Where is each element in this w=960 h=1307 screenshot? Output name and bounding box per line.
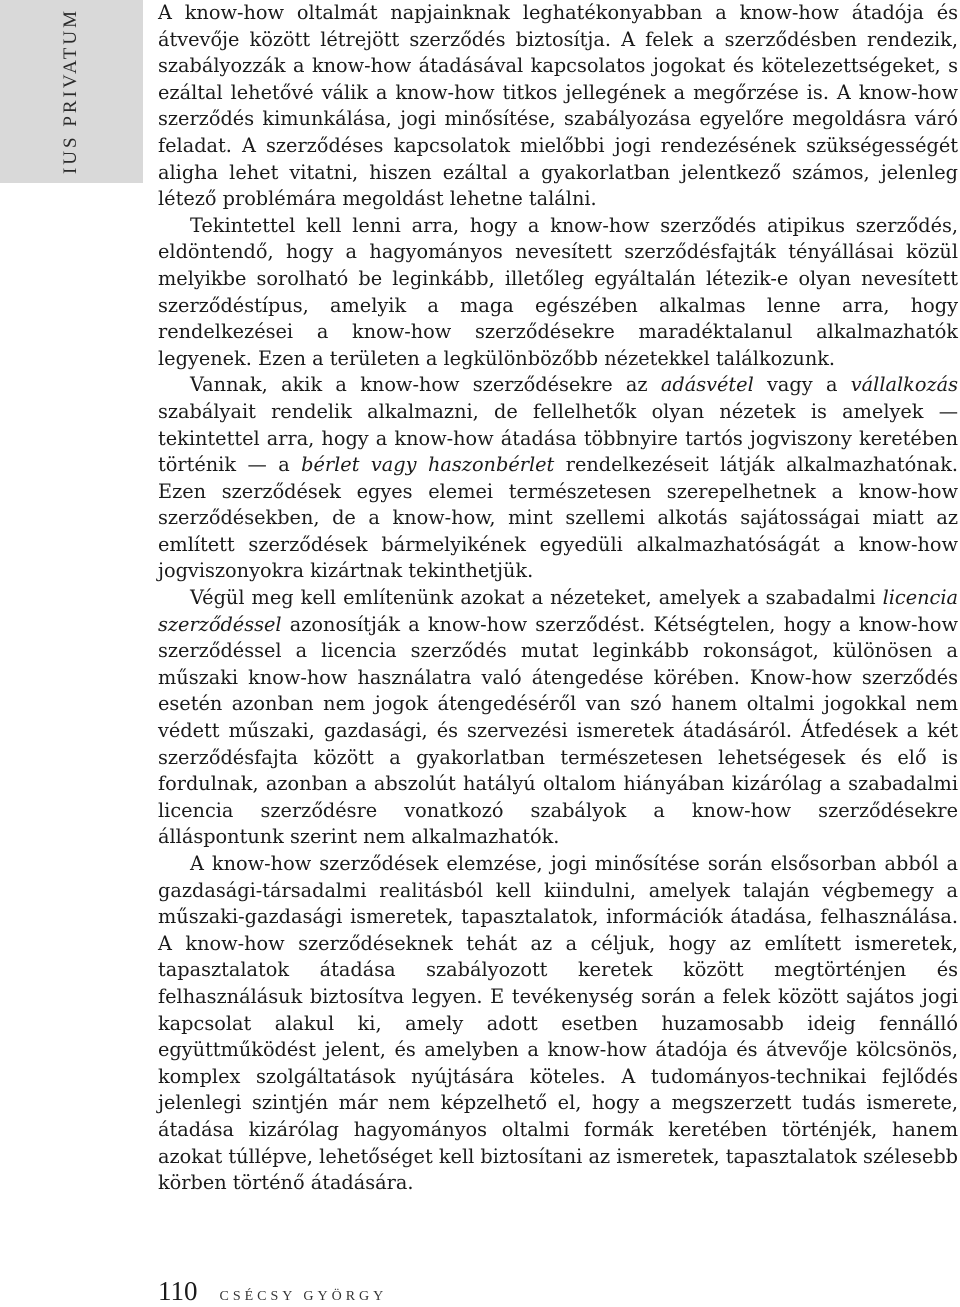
italic-term: adásvétel [660, 373, 754, 397]
section-tab [0, 0, 143, 183]
italic-term: licencia szerződéssel [158, 586, 958, 636]
italic-term: vállalkozás [850, 373, 958, 397]
paragraph [158, 851, 958, 1197]
paragraph [158, 585, 958, 851]
page-footer [158, 1276, 387, 1307]
paragraph-text: rendelkezéseit látják alkalmazhatónak. Ezen szerződések egyes elemei természetesen szerepelhetnek a know-how szerződésekben, de a know-how, mint szellemi alkotás sajátosságai miatt az említett szerződések bármelyikének egyedüli alkalmazhatóságát a know-how jogviszonyokra kizártnak tekinthetjük. [158, 453, 959, 583]
paragraph-text: szabályait rendelik alkalmazni, de fellelhetők olyan nézetek is amelyek — tekintettel arra, hogy a know-how átadása többnyire tartós jogviszony keretében történik — a [158, 399, 958, 477]
paragraph-text: azonosítják a know-how szerződést. Kétségtelen, hogy a know-how szerződéssel a licencia szerződés mutat leginkább rokonságot, különösen a műszaki know-how használatra való átengedése körében. Know-how szerződés esetén azonban nem jogok átengedéséről van szó hanem oltalmi jogokkal nem védett műszaki, gazdasági, és szervezési ismeretek átadásáról. Átfedések a két szerződésfajta között a gyakorlatban természetesen lehetségesek és elő is fordulnak, azonban a abszolút hatályú oltalom hiányában kizárólag a szabadalmi licencia szerződésre vonatkozó szabályok a know-how szerződésekre álláspontunk szerint nem alkalmazhatók. [158, 612, 958, 849]
paragraph [158, 0, 958, 213]
body-text [158, 0, 958, 1197]
paragraph-text: A know-how szerződések elemzése, jogi minősítése során elsősorban abból a gazdasági-társadalmi realitásból kell kiindulni, amelyek talaján végbemegy a műszaki-gazdasági ismeretek, tapasztalatok, információk átadása, felhasználása. A know-how szerződéseknek tehát az a céljuk, hogy az említett ismeretek, tapasztalatok átadása szabályozott keretek között megtörténjen és felhasználásuk biztosítva legyen. E tevékenység során a felek között sajátos jogi kapcsolat alakul ki, amely adott esetben huzamosabb ideig fennálló együttműködést jelent, és amelyben a know-how átadója és átvevője kölcsönös, komplex szolgáltatások nyújtására köteles. A tudományos-technikai fejlődés jelenlegi szintjén már nem képzelhető el, hogy a megszerzett tudás ismerete, átadása kizárólag hagyományos oltalmi formák keretében történjék, hanem azokat túllépve, lehetőséget kell biztosítani az ismeretek, tapasztalatok szélesebb körben történő átadására. [158, 852, 958, 1195]
paragraph-text: vagy a [753, 373, 851, 397]
paragraph-text: A know-how oltalmát napjainknak leghatékonyabban a know-how átadója és átvevője között létrejött szerződés biztosítja. A felek a szerződésben rendezik, szabályozzák a know-how átadásával kapcsolatos jogokat és kötelezettségeket, s ezáltal lehetővé válik a know-how titkos jellegének a megőrzése is. A know-how szerződés kimunkálása, jogi minősítése, szabályozása egyelőre megoldásra váró feladat. A szerződéses kapcsolatok mielőbbi jogi rendezésének szükségességét aligha lehet vitatni, hiszen ezáltal a gyakorlatban jelentkező számos, jelenleg létező problémára megoldást lehetne találni. [158, 1, 958, 211]
paragraph-text: Végül meg kell említenünk azokat a nézeteket, amelyek a szabadalmi [190, 586, 883, 610]
paragraph [158, 213, 958, 373]
running-author: CSÉCSY GYÖRGY [219, 1289, 388, 1304]
page-number: 110 [158, 1276, 198, 1306]
paragraph-text: Tekintettel kell lenni arra, hogy a know-how szerződés atipikus szerződés, eldöntendő, hogy a hagyományos nevesített szerződésfajták tényállásai közül melyikbe sorolható be leginkább, illetőleg egyáltalán létezik-e olyan nevesített szerződéstípus, amelyik a maga egészében alkalmas lenne arra, hogy rendelkezései a know-how szerződésekre maradéktalanul alkalmazhatók legyenek. Ezen a területen a legkülönbözőbb nézetekkel találkozunk. [158, 213, 958, 370]
paragraph-text: Vannak, akik a know-how szerződésekre az [190, 373, 661, 397]
italic-term: bérlet vagy haszonbérlet [301, 453, 555, 477]
paragraph [158, 372, 958, 585]
section-tab-label: IUS PRIVATUM [60, 7, 81, 175]
